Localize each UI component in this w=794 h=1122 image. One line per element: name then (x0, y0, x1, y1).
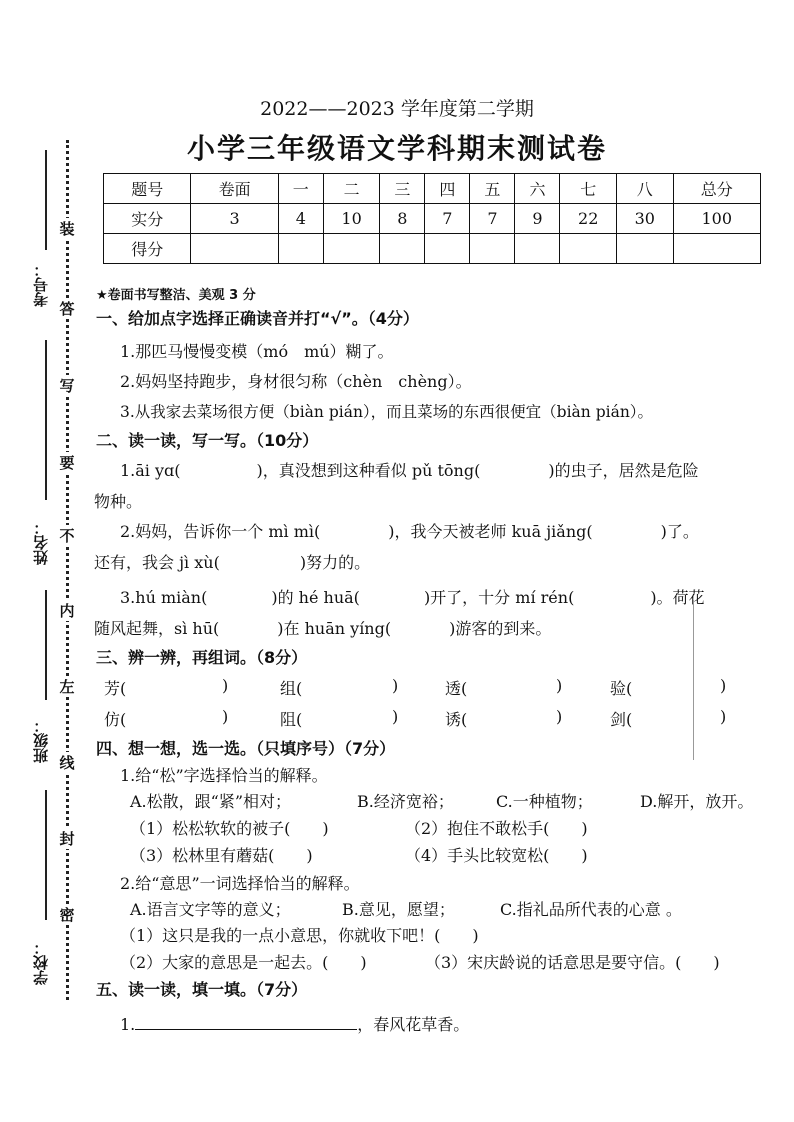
s3-item: 组( (280, 679, 303, 698)
score-table-points-row (104, 204, 761, 234)
name-line (45, 340, 47, 500)
score-cell: 三 (380, 174, 425, 204)
school-label: 学校： (32, 940, 50, 985)
s2-q1-text: 1.āi yɑ( (120, 461, 181, 480)
s2-q2-text: 还有，我会 jì xù( (94, 553, 220, 572)
seal-char: 封 (59, 830, 75, 848)
seal-char: 左 (59, 678, 75, 696)
s2-question-3-cont (94, 616, 551, 639)
s3-paren-close: ) (556, 676, 563, 695)
score-input-cell[interactable] (673, 234, 760, 264)
score-cell: 22 (560, 204, 617, 234)
answer-line-blank[interactable] (135, 1011, 357, 1030)
score-cell: 9 (515, 204, 560, 234)
s2-q3-text: )的 hé huā( (271, 588, 360, 607)
s4-q1-item: （3）松林里有蘑菇( ) (130, 846, 313, 865)
s1-question-1: 1.那匹马慢慢变模（mó mú）糊了。 (120, 342, 394, 361)
s2-q2-text: )努力的。 (299, 553, 371, 572)
score-table-header-row (104, 174, 761, 204)
score-cell: 7 (470, 204, 515, 234)
section-1-heading: 一、给加点字选择正确读音并打“√”。（4分） (96, 309, 419, 328)
s3-item: 仿( (104, 710, 127, 729)
s3-item: 诱( (445, 710, 468, 729)
section-3-heading: 三、辨一辨，再组词。（8分） (96, 648, 308, 667)
s5-q1-text: 1. (120, 1015, 136, 1034)
s3-paren-close: ) (392, 707, 399, 726)
score-cell: 8 (380, 204, 425, 234)
s4-question-1: 1.给“松”字选择恰当的解释。 (120, 766, 328, 785)
score-cell: 7 (425, 204, 470, 234)
score-cell: 二 (323, 174, 380, 204)
score-table (103, 173, 761, 264)
s4-q2-item: （1）这只是我的一点小意思，你就收下吧！( ) (120, 926, 479, 945)
s4-q1-item: （4）手头比较宽松( ) (405, 846, 588, 865)
s4-q1-item: （2）抱住不敢松手( ) (405, 819, 588, 838)
s3-paren-close: ) (222, 707, 229, 726)
s2-q2-text: 2.妈妈，告诉你一个 mì mì( (120, 522, 321, 541)
handwriting-note: ★卷面书写整洁、美观 3 分 (96, 288, 256, 303)
score-input-cell[interactable] (425, 234, 470, 264)
score-cell: 六 (515, 174, 560, 204)
s4-q2-option: A.语言文字等的意义； (130, 900, 291, 919)
seal-char: 答 (59, 300, 75, 318)
s4-q1-option: B.经济宽裕； (357, 792, 454, 811)
s2-question-2-cont (94, 550, 370, 573)
s5-question-1 (120, 1011, 469, 1035)
score-cell: 得分 (104, 234, 191, 264)
s2-q3-text: )。荷花 (650, 588, 705, 607)
score-input-cell[interactable] (323, 234, 380, 264)
seal-char: 不 (59, 527, 75, 545)
s2-q3-text: 3.hú miàn( (120, 588, 208, 607)
score-cell: 题号 (104, 174, 191, 204)
s4-q1-option: C.一种植物； (496, 792, 593, 811)
class-line (45, 590, 47, 700)
score-cell: 五 (470, 174, 515, 204)
score-table-got-row (104, 234, 761, 264)
score-cell: 卷面 (191, 174, 278, 204)
s2-q1-text: )的虫子，居然是危险 (548, 461, 699, 480)
s3-paren-close: ) (556, 707, 563, 726)
s2-question-2 (120, 519, 699, 542)
score-input-cell[interactable] (560, 234, 617, 264)
s4-q2-item: （3）宋庆龄说的话意思是要守信。( ) (425, 953, 720, 972)
s2-q3-text: )在 huān yíng( (277, 619, 392, 638)
s1-question-2: 2.妈妈坚持跑步，身材很匀称（chèn chèng）。 (120, 372, 472, 391)
score-cell: 七 (560, 174, 617, 204)
score-cell: 总分 (673, 174, 760, 204)
s2-q2-text: )了。 (660, 522, 699, 541)
section-5-heading: 五、读一读，填一填。（7分） (96, 980, 308, 999)
s4-q2-option: B.意见，愿望； (342, 900, 455, 919)
score-cell: 100 (673, 204, 760, 234)
seal-char: 要 (59, 454, 75, 472)
s3-item: 芳( (104, 679, 127, 698)
score-input-cell[interactable] (278, 234, 323, 264)
class-label: 班级： (32, 718, 50, 763)
seal-char: 装 (59, 220, 75, 238)
s2-q1-text: )，真没想到这种看似 pǔ tōng( (256, 461, 481, 480)
score-input-cell[interactable] (515, 234, 560, 264)
page-title: 小学三年级语文学科期末测试卷 (186, 132, 607, 165)
s4-q1-item: （1）松松软软的被子( ) (130, 819, 329, 838)
seal-char: 写 (59, 377, 75, 395)
s2-q3-text: )游客的到来。 (449, 619, 552, 638)
s3-item: 剑( (610, 710, 633, 729)
score-input-cell[interactable] (470, 234, 515, 264)
s4-q2-option: C.指礼品所代表的心意 。 (500, 900, 682, 919)
seal-char: 线 (59, 754, 75, 772)
score-cell: 4 (278, 204, 323, 234)
s5-q1-text: ，春风花草香。 (357, 1015, 470, 1034)
score-cell: 10 (323, 204, 380, 234)
section-2-heading: 二、读一读，写一写。（10分） (96, 431, 319, 450)
binding-dotted-line (66, 140, 69, 1000)
school-year: 2022——2023 学年度第二学期 (260, 98, 534, 120)
score-cell: 30 (617, 204, 674, 234)
s2-question-3 (120, 585, 705, 608)
s2-q3-text: 随风起舞，sì hū( (94, 619, 220, 638)
score-cell: 一 (278, 174, 323, 204)
s4-q2-item: （2）大家的意思是一起去。( ) (120, 953, 367, 972)
s2-q3-text: )开了，十分 mí rén( (423, 588, 575, 607)
score-input-cell[interactable] (191, 234, 278, 264)
s1-question-3: 3.从我家去菜场很方便（biàn pián），而且菜场的东西很便宜（biàn pián）。 (120, 403, 654, 421)
s4-q1-option: A.松散，跟“紧”相对； (130, 792, 292, 811)
score-cell: 八 (617, 174, 674, 204)
score-input-cell[interactable] (380, 234, 425, 264)
scan-artifact-line (693, 600, 694, 760)
score-cell: 四 (425, 174, 470, 204)
school-line (45, 790, 47, 920)
s3-paren-close: ) (222, 676, 229, 695)
s4-question-2: 2.给“意思”一词选择恰当的解释。 (120, 874, 360, 893)
exam-number-label: 考号： (32, 262, 50, 307)
s3-item: 阻( (280, 710, 303, 729)
section-4-heading: 四、想一想，选一选。（只填序号）（7分） (96, 739, 396, 758)
s3-paren-close: ) (720, 676, 727, 695)
seal-char: 密 (59, 906, 75, 924)
score-cell: 3 (191, 204, 278, 234)
s3-paren-close: ) (720, 707, 727, 726)
score-cell: 实分 (104, 204, 191, 234)
s3-paren-close: ) (392, 676, 399, 695)
seal-char: 内 (59, 602, 75, 620)
s2-question-1-cont: 物种。 (94, 492, 143, 511)
name-label: 姓名： (32, 520, 50, 565)
s4-q1-option: D.解开，放开。 (640, 792, 754, 811)
s3-item: 透( (445, 679, 468, 698)
s2-question-1 (120, 458, 699, 481)
s3-item: 验( (610, 679, 633, 698)
s2-q2-text: )，我今天被老师 kuā jiǎng( (388, 522, 593, 541)
score-input-cell[interactable] (617, 234, 674, 264)
